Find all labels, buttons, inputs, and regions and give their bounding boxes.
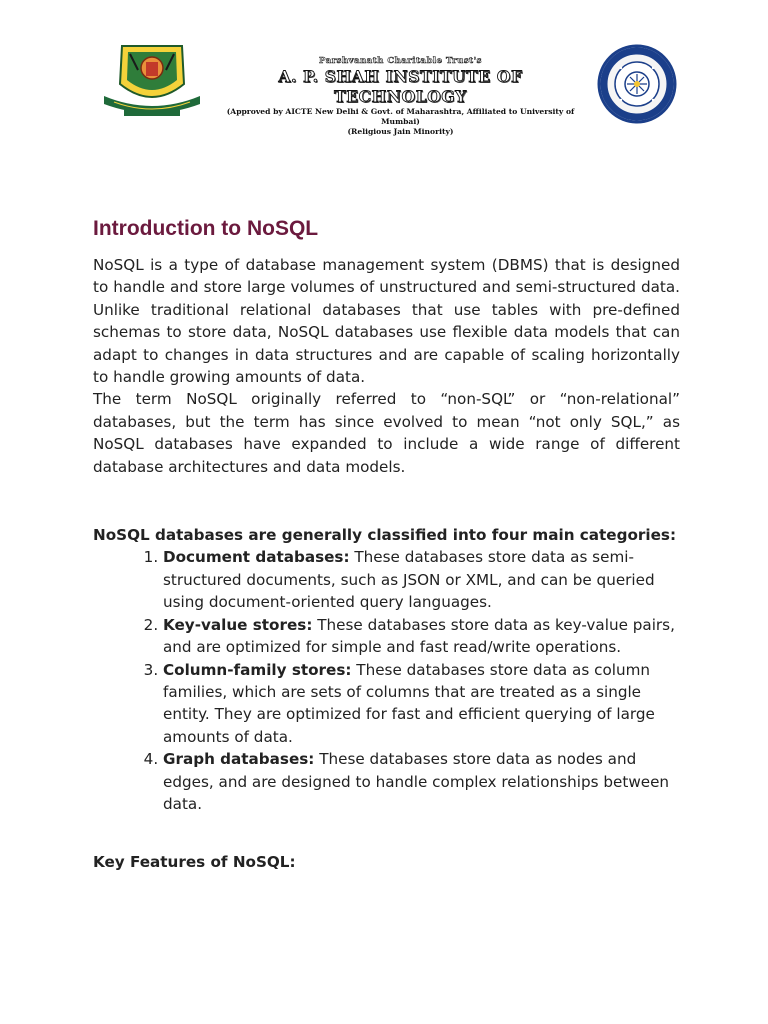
category-term: Column-family stores: xyxy=(163,660,352,679)
letterhead-text xyxy=(218,56,583,137)
minority-line: (Religious Jain Minority) xyxy=(347,127,454,136)
category-text: These databases store data as key-value pairs, and are optimized for simple and fast read/write operations. xyxy=(163,615,675,657)
intro-paragraph: NoSQL is a type of database management system (DBMS) that is designed to handle and store large volumes of unstructured and semi-structured data. Unlike traditional relational databases that use tables with pre-defined schemas to store data, NoSQL databases use flexible data models that can adapt to changes in data structures and are capable of scaling horizontally to handle growing amounts of data. xyxy=(93,256,680,387)
institute-name: A. P. SHAH INSTITUTE OF TECHNOLOGY xyxy=(278,67,523,106)
category-term: Key-value stores: xyxy=(163,615,313,634)
document-body xyxy=(93,214,680,874)
features-heading: Key Features of NoSQL: xyxy=(93,853,296,872)
term-paragraph: The term NoSQL originally referred to “non-SQL” or “non-relational” databases, but the term has since evolved to mean “not only SQL,” as NoSQL databases have expanded to include a wide range of different database architectures and data models. xyxy=(93,390,680,476)
department-seal-logo xyxy=(593,44,681,124)
category-text: These databases store data as nodes and edges, and are designed to handle complex relationships between data. xyxy=(163,750,670,813)
approval-line: (Approved by AICTE New Delhi & Govt. of Maharashtra, Affiliated to University of Mumbai) xyxy=(226,107,575,126)
list-item xyxy=(163,748,680,815)
list-item xyxy=(163,546,680,613)
letterhead xyxy=(0,0,768,136)
institute-crest-logo xyxy=(100,40,204,120)
category-text: These databases store data as semi-structured documents, such as JSON or XML, and can be queried using document-oriented query languages. xyxy=(163,548,655,612)
category-term: Document databases: xyxy=(163,548,350,567)
category-term: Graph databases: xyxy=(163,750,315,769)
categories-heading: NoSQL databases are generally classified into four main categories: xyxy=(93,526,677,545)
list-item xyxy=(163,659,680,749)
categories-list xyxy=(93,546,680,815)
list-item xyxy=(163,614,680,659)
document-title: Introduction to NoSQL xyxy=(93,217,319,240)
category-text: These databases store data as column families, which are sets of columns that are treated as a single entity. They are optimized for fast and efficient querying of large amounts of data. xyxy=(163,660,655,746)
trust-name: Parshvanath Charitable Trust's xyxy=(319,56,482,66)
